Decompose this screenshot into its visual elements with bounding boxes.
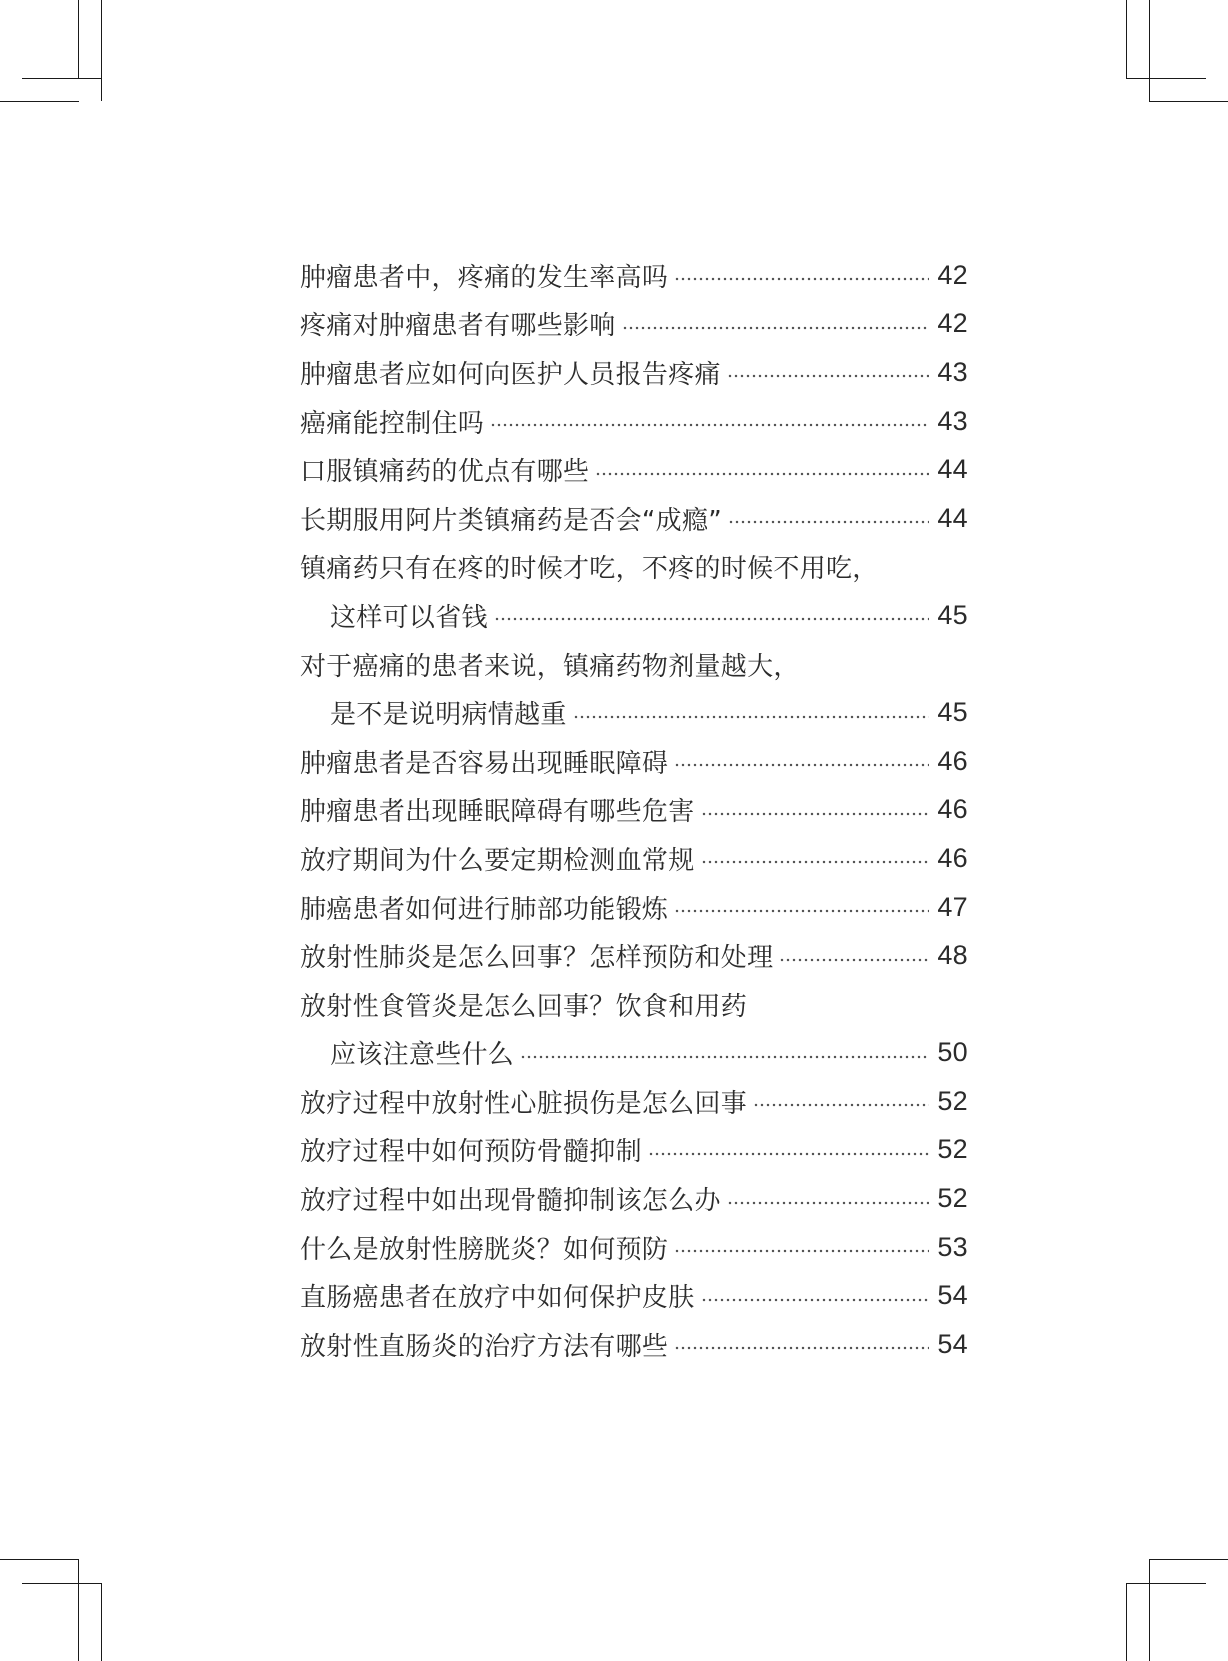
crop-mark <box>78 0 79 78</box>
toc-entry[interactable] <box>300 300 968 349</box>
toc-entry-first-line[interactable] <box>300 980 968 1029</box>
toc-entry[interactable] <box>300 494 968 543</box>
dot-leader <box>701 811 930 817</box>
toc-entry[interactable] <box>300 1174 968 1223</box>
crop-mark <box>1149 1559 1150 1661</box>
toc-entry-title: 放射性直肠炎的治疗方法有哪些 <box>300 1331 669 1362</box>
dot-leader <box>674 1345 929 1351</box>
toc-entry-title: 镇痛药只有在疼的时候才吃，不疼的时候不用吃， <box>300 554 879 585</box>
dot-leader <box>701 1297 930 1303</box>
toc-entry-title: 口服镇痛药的优点有哪些 <box>300 457 590 488</box>
toc-entry[interactable] <box>300 737 968 786</box>
toc-entry-continuation[interactable] <box>300 1029 968 1078</box>
toc-page-number: 52 <box>937 1134 968 1165</box>
crop-mark <box>1126 0 1127 78</box>
crop-mark <box>1126 1583 1127 1661</box>
toc-entry[interactable] <box>300 1223 968 1272</box>
toc-entry[interactable] <box>300 1077 968 1126</box>
crop-mark <box>1149 1559 1228 1560</box>
dot-leader <box>728 519 929 525</box>
toc-entry[interactable] <box>300 251 968 300</box>
crop-mark <box>0 101 79 102</box>
toc-entry-title: 肺癌患者如何进行肺部功能锻炼 <box>300 894 669 925</box>
dot-leader <box>494 616 930 622</box>
toc-entry-title: 肿瘤患者应如何向医护人员报告疼痛 <box>300 359 721 390</box>
toc-entry[interactable] <box>300 931 968 980</box>
toc-entry[interactable] <box>300 445 968 494</box>
table-of-contents <box>300 251 968 1369</box>
toc-page-number: 44 <box>937 502 968 533</box>
crop-mark <box>0 1559 79 1560</box>
toc-page-number: 44 <box>937 454 968 485</box>
toc-entry[interactable] <box>300 1320 968 1369</box>
dot-leader <box>595 471 929 477</box>
toc-entry-title: 放疗期间为什么要定期检测血常规 <box>300 845 695 876</box>
crop-mark <box>22 1583 102 1584</box>
toc-page-number: 53 <box>937 1231 968 1262</box>
toc-page-number: 52 <box>937 1183 968 1214</box>
toc-page-number: 48 <box>937 940 968 971</box>
toc-entry[interactable] <box>300 397 968 446</box>
toc-entry[interactable] <box>300 883 968 932</box>
toc-entry-title: 疼痛对肿瘤患者有哪些影响 <box>300 311 616 342</box>
toc-entry-title: 直肠癌患者在放疗中如何保护皮肤 <box>300 1283 695 1314</box>
toc-page-number: 45 <box>937 599 968 630</box>
crop-mark <box>1149 101 1228 102</box>
toc-entry-title: 应该注意些什么 <box>330 1040 515 1071</box>
crop-mark <box>78 1559 79 1661</box>
toc-entry-title: 肿瘤患者出现睡眠障碍有哪些危害 <box>300 797 695 828</box>
toc-page-number: 52 <box>937 1085 968 1116</box>
toc-entry[interactable] <box>300 348 968 397</box>
toc-entry-title: 放疗过程中如出现骨髓抑制该怎么办 <box>300 1186 721 1217</box>
toc-page-number: 42 <box>937 259 968 290</box>
dot-leader <box>520 1054 929 1060</box>
toc-entry-title: 放疗过程中放射性心脏损伤是怎么回事 <box>300 1088 748 1119</box>
crop-mark <box>1126 78 1206 79</box>
toc-page-number: 50 <box>937 1037 968 1068</box>
dot-leader <box>648 1151 929 1157</box>
dot-leader <box>573 714 930 720</box>
toc-entry-first-line[interactable] <box>300 543 968 592</box>
toc-entry[interactable] <box>300 1126 968 1175</box>
crop-mark <box>101 0 102 101</box>
toc-page-number: 47 <box>937 891 968 922</box>
toc-page-number: 46 <box>937 745 968 776</box>
dot-leader <box>674 1248 929 1254</box>
crop-mark <box>22 78 102 79</box>
crop-mark <box>1126 1583 1206 1584</box>
toc-entry-continuation[interactable] <box>300 688 968 737</box>
toc-page-number: 46 <box>937 794 968 825</box>
toc-entry-title: 什么是放射性膀胱炎？如何预防 <box>300 1234 669 1265</box>
dot-leader <box>779 957 929 963</box>
toc-page-number: 46 <box>937 842 968 873</box>
toc-entry-title: 放射性食管炎是怎么回事？饮食和用药 <box>300 991 748 1022</box>
toc-entry-title: 长期服用阿片类镇痛药是否会“成瘾” <box>300 505 723 536</box>
toc-page-number: 43 <box>937 356 968 387</box>
toc-entry[interactable] <box>300 786 968 835</box>
dot-leader <box>674 276 929 282</box>
toc-entry-title: 肿瘤患者是否容易出现睡眠障碍 <box>300 748 669 779</box>
toc-entry-title: 癌痛能控制住吗 <box>300 408 485 439</box>
toc-entry-first-line[interactable] <box>300 640 968 689</box>
toc-entry-title: 肿瘤患者中，疼痛的发生率高吗 <box>300 262 669 293</box>
toc-page-number: 43 <box>937 405 968 436</box>
toc-page-number: 45 <box>937 697 968 728</box>
toc-entry-title: 放疗过程中如何预防骨髓抑制 <box>300 1137 642 1168</box>
dot-leader <box>701 859 930 865</box>
toc-entry[interactable] <box>300 834 968 883</box>
toc-page-number: 54 <box>937 1280 968 1311</box>
dot-leader <box>674 762 929 768</box>
toc-entry-continuation[interactable] <box>300 591 968 640</box>
crop-mark <box>1149 0 1150 101</box>
toc-entry-title: 对于癌痛的患者来说，镇痛药物剂量越大， <box>300 651 800 682</box>
toc-entry-title: 放射性肺炎是怎么回事？怎样预防和处理 <box>300 943 774 974</box>
toc-entry-title: 是不是说明病情越重 <box>330 700 567 731</box>
toc-page-number: 54 <box>937 1328 968 1359</box>
toc-page-number: 42 <box>937 308 968 339</box>
dot-leader <box>490 422 929 428</box>
dot-leader <box>727 1200 930 1206</box>
toc-entry-title: 这样可以省钱 <box>330 602 488 633</box>
dot-leader <box>753 1102 929 1108</box>
toc-entry[interactable] <box>300 1271 968 1320</box>
dot-leader <box>622 325 930 331</box>
dot-leader <box>674 908 929 914</box>
dot-leader <box>727 373 930 379</box>
crop-mark <box>101 1583 102 1661</box>
